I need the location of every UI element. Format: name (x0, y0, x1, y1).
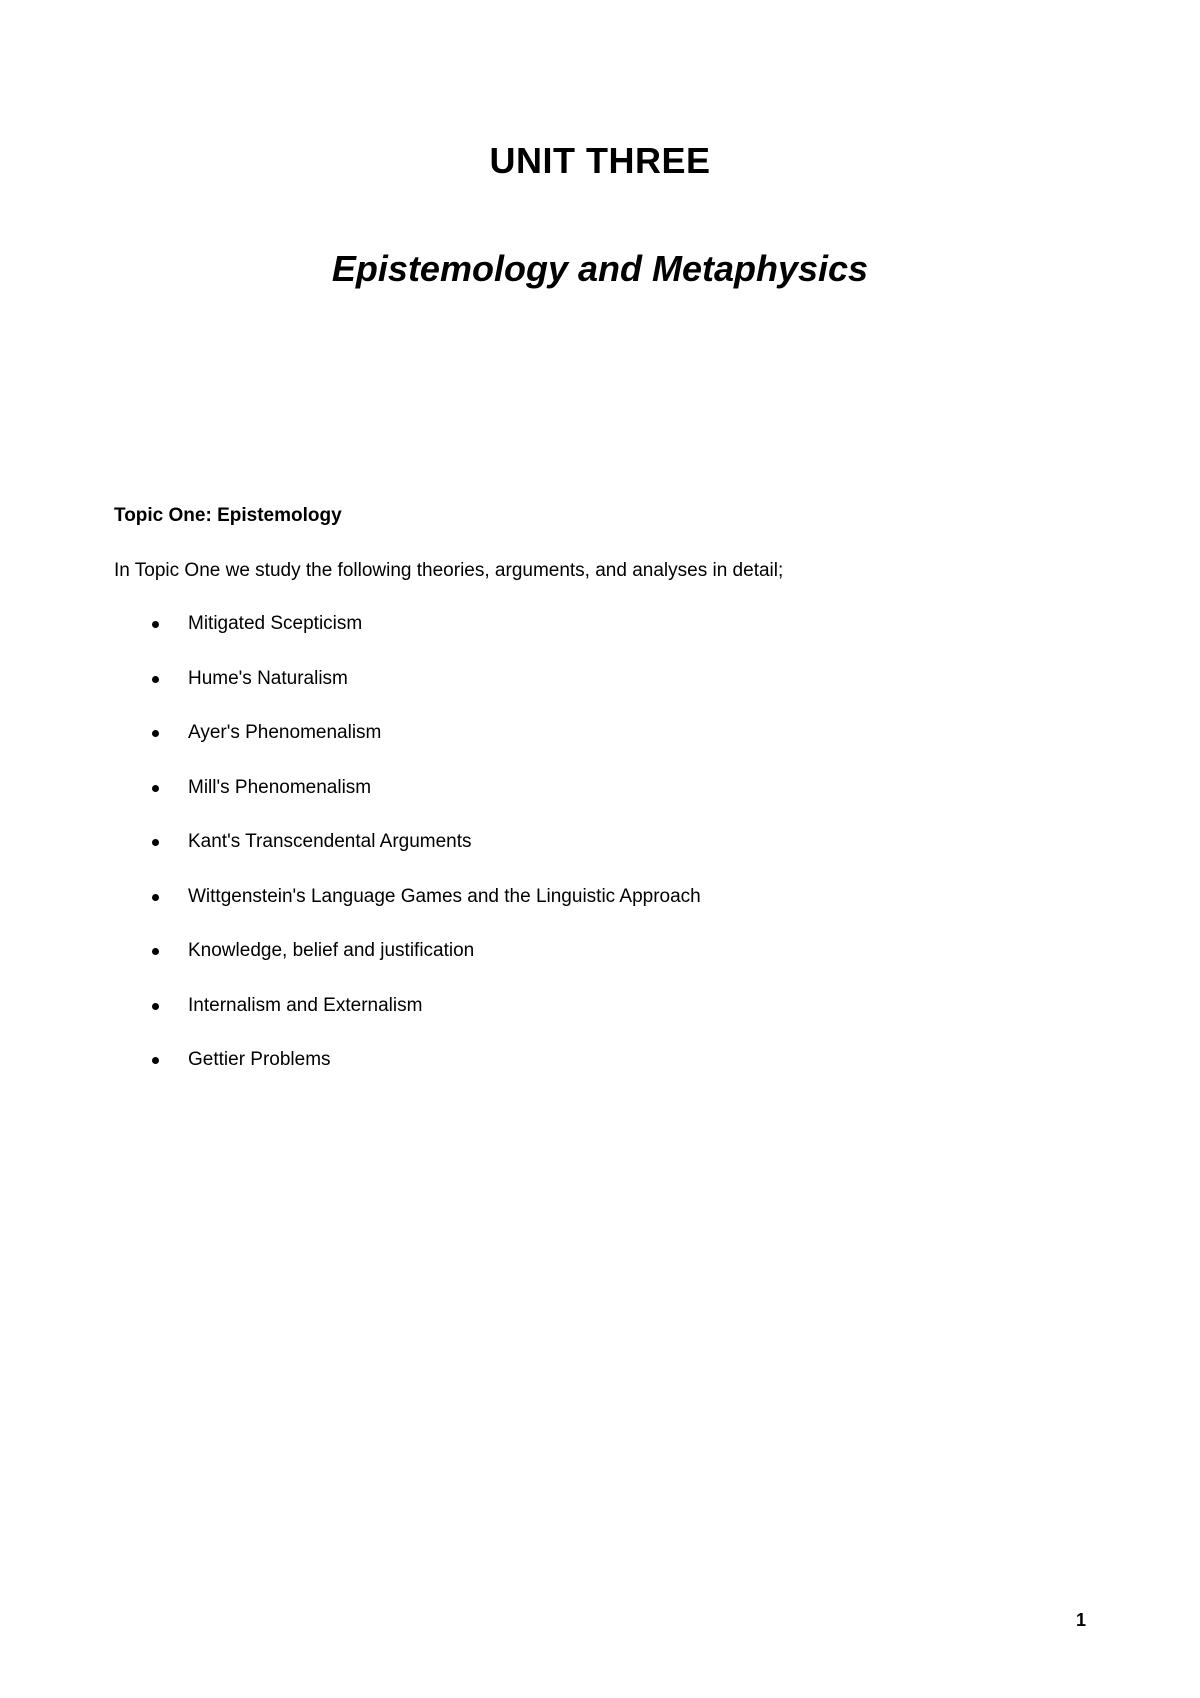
list-item-label: Knowledge, belief and justification (188, 940, 475, 961)
intro-paragraph: In Topic One we study the following theories, arguments, and analyses in detail; (114, 560, 784, 581)
bullet-icon (152, 894, 159, 901)
list-item-label: Hume's Naturalism (188, 667, 348, 689)
unit-title: UNIT THREE (489, 140, 711, 181)
list-item-label: Ayer's Phenomenalism (188, 722, 382, 743)
bullet-icon (152, 785, 159, 792)
bullet-icon (152, 730, 159, 737)
page-number: 1 (1076, 1610, 1087, 1630)
list-item-label: Gettier Problems (188, 1049, 331, 1070)
bullet-icon (152, 621, 159, 628)
list-item-label: Wittgenstein's Language Games and the Linguistic Approach (188, 885, 701, 907)
list-item-label: Internalism and Externalism (188, 994, 423, 1016)
unit-subtitle: Epistemology and Metaphysics (331, 248, 869, 289)
list-item-label: Mill's Phenomenalism (188, 776, 372, 798)
bullet-icon (152, 948, 159, 955)
bullet-icon (152, 839, 159, 846)
list-item-label: Kant's Transcendental Arguments (188, 831, 472, 852)
topic-heading: Topic One: Epistemology (114, 505, 342, 526)
list-item-label: Mitigated Scepticism (188, 613, 363, 634)
bullet-icon (152, 1003, 159, 1010)
bullet-icon (152, 676, 159, 683)
bullet-icon (152, 1057, 159, 1064)
